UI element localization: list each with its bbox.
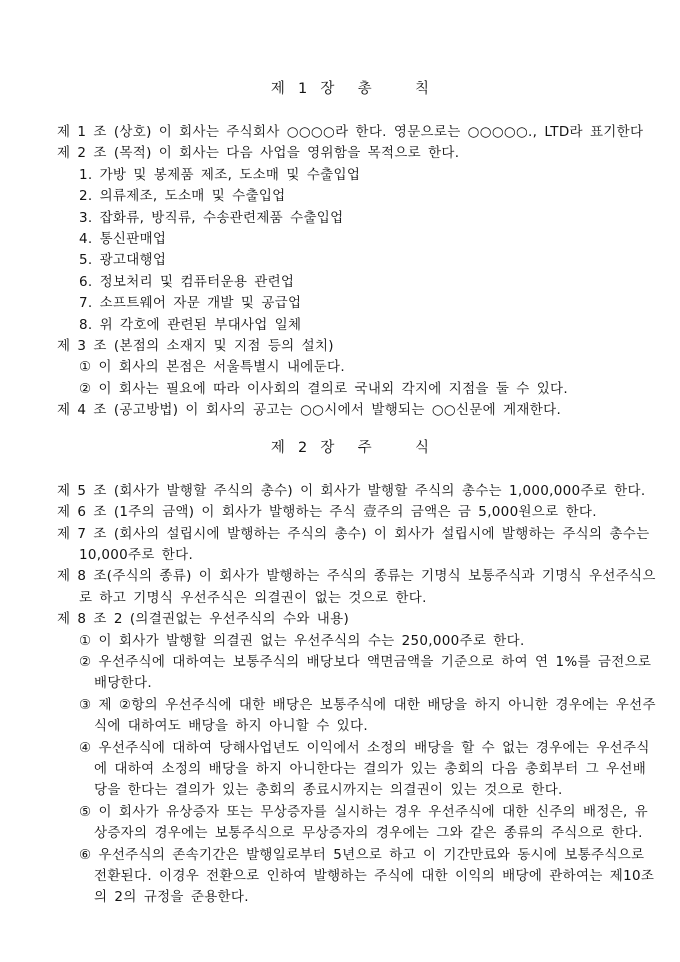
document-line: 전환된다. 이경우 전환으로 인하여 발행하는 주식에 대한 이익의 배당에 관하여는 제10조 <box>94 868 655 884</box>
chapter-body <box>57 481 656 909</box>
chapter-section <box>57 437 656 909</box>
document-line: ⑥ 우선주식의 존속기간은 발행일로부터 5년으로 하고 이 기간만료와 동시에 보통주식으로 <box>79 846 645 863</box>
document-line: 5. 광고대행업 <box>79 252 167 269</box>
document-line: 6. 정보처리 및 컴퓨터운용 관련업 <box>79 273 295 290</box>
document-line: ① 이 회사가 발행할 의결권 없는 우선주식의 수는 250,000주로 한다. <box>79 632 525 649</box>
document-line: 제 1 조 (상호) 이 회사는 주식회사 ○○○○라 한다. 영문으로는 ○○○○○., LTD라 표기한다 <box>57 124 644 140</box>
document-line: 당을 한다는 결의가 있는 총회의 종료시까지는 의결권이 있는 것으로 한다. <box>94 782 563 799</box>
document-line: 제 3 조 (본점의 소재지 및 지점 등의 설치) <box>57 338 334 355</box>
document-line: ① 이 회사의 본점은 서울특별시 내에둔다. <box>79 359 345 376</box>
document-line: 1. 가방 및 봉제품 제조, 도소매 및 수출입업 <box>79 166 361 183</box>
document-line: 제 5 조 (회사가 발행할 주식의 총수) 이 회사가 발행할 주식의 총수는 1,000,000주로 한다. <box>57 482 646 499</box>
document-line: 10,000주로 한다. <box>79 546 194 563</box>
chapter-body <box>57 122 646 422</box>
document-line: ⑤ 이 회사가 유상증자 또는 무상증자를 실시하는 경우 우선주식에 대한 신주의 배정은, 유 <box>79 803 649 820</box>
document-line: 에 대하여 소정의 배당을 하지 아니한다는 결의가 있는 총회의 다음 총회부터 그 우선배 <box>94 760 647 777</box>
document-line: 제 8 조 2 (의결권없는 우선주식의 수와 내용) <box>57 611 350 628</box>
document-line: 제 4 조 (공고방법) 이 회사의 공고는 ○○시에서 발행되는 ○○신문에 게재한다. <box>57 402 562 419</box>
document-line: 제 8 조(주식의 종류) 이 회사가 발행하는 주식의 종류는 기명식 보통주식과 기명식 우선주식으 <box>57 568 656 585</box>
document-line: 배당한다. <box>94 675 152 692</box>
document-line: 4. 통신판매업 <box>79 231 167 248</box>
document-line: ② 우선주식에 대하여는 보통주식의 배당보다 액면금액을 기준으로 하여 연 1%를 금전으로 <box>79 653 652 670</box>
document-line: ② 이 회사는 필요에 따라 이사회의 결의로 국내외 각지에 지점을 둘 수 있다. <box>79 380 568 397</box>
chapter-section <box>57 78 646 422</box>
document-line: 7. 소프트웨어 자문 개발 및 공급업 <box>79 295 302 312</box>
document-line: ③ 제 ②항의 우선주식에 대한 배당은 보통주식에 대한 배당을 하지 아니한 경우에는 우선주 <box>79 696 656 713</box>
document-line: 제 7 조 (회사의 설립시에 발행하는 주식의 총수) 이 회사가 설립시에 발행하는 주식의 총수는 <box>57 525 650 542</box>
document-line: 의 2의 규정을 준용한다. <box>94 889 249 906</box>
document-line: 로 하고 기명식 우선주식은 의결권이 없는 것으로 한다. <box>79 589 427 606</box>
document-line: 3. 잡화류, 방직류, 수송관련제품 수출입업 <box>79 209 344 226</box>
chapter-title: 제 2 장 주 식 <box>270 439 433 456</box>
document-line: 상증자의 경우에는 보통주식으로 무상증자의 경우에는 그와 같은 종류의 주식으로 한다. <box>94 825 643 842</box>
document-line: ④ 우선주식에 대하여 당해사업년도 이익에서 소정의 배당을 할 수 없는 경우에는 우선주식 <box>79 739 650 756</box>
document-line: 2. 의류제조, 도소매 및 수출입업 <box>79 188 286 205</box>
document-line: 제 2 조 (목적) 이 회사는 다음 사업을 영위함을 목적으로 한다. <box>57 145 460 162</box>
chapter-title: 제 1 장 총 칙 <box>270 81 433 97</box>
document-line: 식에 대하여도 배당을 하지 아니할 수 있다. <box>94 718 368 735</box>
document-line: 8. 위 각호에 관련된 부대사업 일체 <box>79 316 302 333</box>
document-line: 제 6 조 (1주의 금액) 이 회사가 발행하는 주식 壹주의 금액은 금 5,000원으로 한다. <box>57 504 597 521</box>
